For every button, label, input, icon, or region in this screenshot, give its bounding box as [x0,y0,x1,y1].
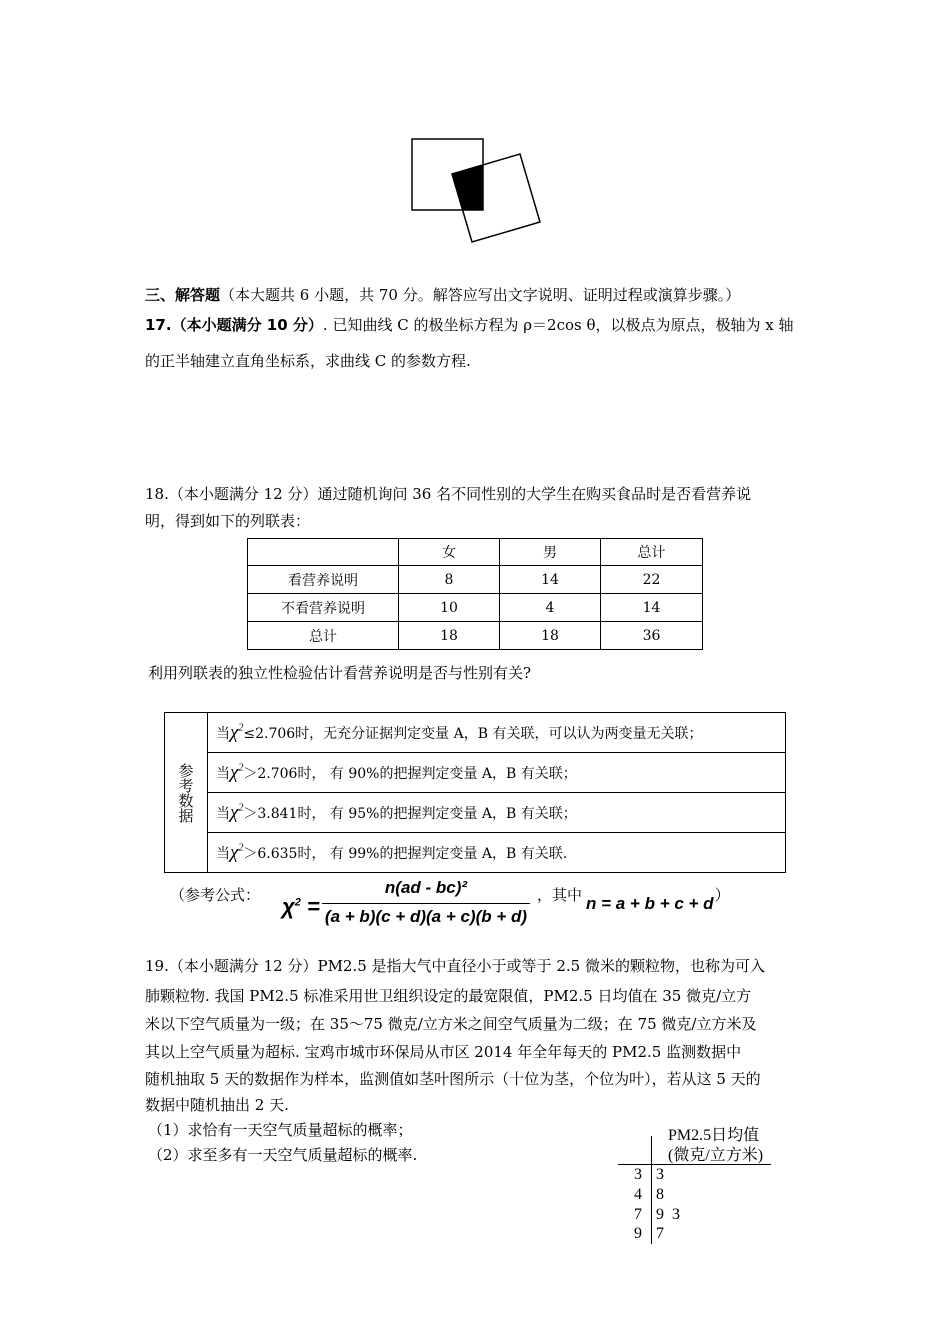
table-cell: 14 [500,566,601,594]
table-header: 男 [500,539,601,566]
formula-prefix: （参考公式： [170,886,261,904]
table-cell: 18 [500,622,601,650]
chi-symbol: $\chi^2$ [230,841,244,863]
q17-text: . 已知曲线 C 的极坐标方程为 ρ＝2cos θ，以极点为原点，极轴为 x 轴 [322,316,794,334]
q19-line: 数据中随机抽出 2 天. [145,1096,289,1114]
ref-label: 参考数据 [176,762,195,823]
ref-prefix: 当 [216,805,230,822]
q17-label: 17.（本小题满分 10 分） [145,316,323,334]
contingency-table [247,538,703,650]
q18-line1: 18.（本小题满分 12 分）通过随机询问 36 名不同性别的大学生在购买食品时是否看营养说 [145,485,752,503]
q19-line: 米以下空气质量为一级；在 35～75 微克/立方米之间空气质量为二级；在 75 微克/立方米及 [145,1015,757,1033]
q19-sub1: （1）求恰有一天空气质量超标的概率； [148,1121,413,1139]
table-cell: 36 [601,622,703,650]
overlapping-squares-figure [0,0,950,260]
stemleaf-unit: (微克/立方米) [668,1147,764,1164]
table-cell: 22 [601,566,703,594]
leaves: 9 3 [656,1206,680,1223]
ref-row [165,833,786,873]
table-row [248,566,703,594]
ref-cell [208,713,786,753]
q18-line2: 明，得到如下的列联表： [145,512,311,530]
ref-text: 时， 有 99%的把握判定变量 A，B 有关联. [297,845,568,862]
table-cell: 8 [399,566,500,594]
ref-prefix: 当 [216,765,230,782]
chi-symbol: $\chi^2$ [230,721,244,743]
ref-prefix: 当 [216,725,230,742]
stem: 3 [634,1166,642,1183]
ref-cell [208,833,786,873]
ref-cell [208,793,786,833]
q17-line1 [145,314,794,335]
table-header [248,539,399,566]
stem: 7 [634,1206,642,1223]
ref-threshold: ＞3.841 [243,805,298,822]
table-cell: 不看营养说明 [248,594,399,622]
table-cell: 18 [399,622,500,650]
ref-text: 时，无充分证据判定变量 A，B 有关联，可以认为两变量无关联； [295,725,703,742]
q17-line2: 的正半轴建立直角坐标系，求曲线 C 的参数方程. [145,352,471,370]
q18-question: 利用列联表的独立性检验估计看营养说明是否与性别有关? [148,664,532,682]
formula-numerator: n(ad - bc)² [384,878,468,897]
ref-row [165,793,786,833]
leaves: 8 [656,1186,664,1203]
chi-symbol: $\chi^2$ [230,801,244,823]
ref-label-cell [165,713,208,873]
section-title: 三、解答题 [145,286,221,304]
stem: 9 [634,1225,642,1242]
formula-n: n = a + b + c + d [586,894,714,913]
chi-squared-lhs: $\chi^2$ = [282,894,320,919]
table-cell: 4 [500,594,601,622]
header-divider [618,1164,771,1165]
table-row [248,622,703,650]
ref-text: 时， 有 90%的把握判定变量 A，B 有关联； [297,765,577,782]
section-note: （本大题共 6 小题，共 70 分。解答应写出文字说明、证明过程或演算步骤。） [220,286,741,304]
table-header-row [248,539,703,566]
formula-denominator: (a + b)(c + d)(a + c)(b + d) [324,907,528,926]
ref-text: 时， 有 95%的把握判定变量 A，B 有关联； [297,805,577,822]
stem: 4 [634,1186,642,1203]
ref-cell [208,753,786,793]
q19-line: 肺颗粒物. 我国 PM2.5 标准采用世卫组织设定的最宽限值，PM2.5 日均值在 35 微克/立方 [145,987,752,1005]
stem-divider [651,1136,652,1244]
chi-symbol: $\chi^2$ [230,761,244,783]
formula-mid: ，其中 [537,886,583,904]
ref-threshold: ≤2.706 [243,725,296,742]
table-cell: 10 [399,594,500,622]
leaves: 3 [656,1166,664,1183]
table-header: 总计 [601,539,703,566]
stemleaf-title: PM2.5日均值 [668,1127,760,1144]
table-cell: 14 [601,594,703,622]
formula-end: .） [710,886,730,904]
table-cell: 看营养说明 [248,566,399,594]
q19-line: 其以上空气质量为超标. 宝鸡市城市环保局从市区 2014 年全年每天的 PM2.5 监测数据中 [145,1043,742,1061]
reference-data-table [164,712,786,873]
table-cell: 总计 [248,622,399,650]
ref-threshold: ＞2.706 [243,765,298,782]
ref-prefix: 当 [216,845,230,862]
section-heading [145,284,740,305]
leaves: 7 [656,1225,664,1242]
q19-line: 19.（本小题满分 12 分）PM2.5 是指大气中直径小于或等于 2.5 微米的颗粒物，也称为可入 [145,957,765,975]
q19-line: 随机抽取 5 天的数据作为样本，监测值如茎叶图所示（十位为茎，个位为叶），若从这 5 天的 [145,1070,761,1088]
fraction-bar [322,903,530,904]
q19-sub2: （2）求至多有一天空气质量超标的概率. [148,1146,418,1164]
ref-row [165,713,786,753]
ref-row [165,753,786,793]
table-header: 女 [399,539,500,566]
ref-threshold: ＞6.635 [243,845,298,862]
table-row [248,594,703,622]
